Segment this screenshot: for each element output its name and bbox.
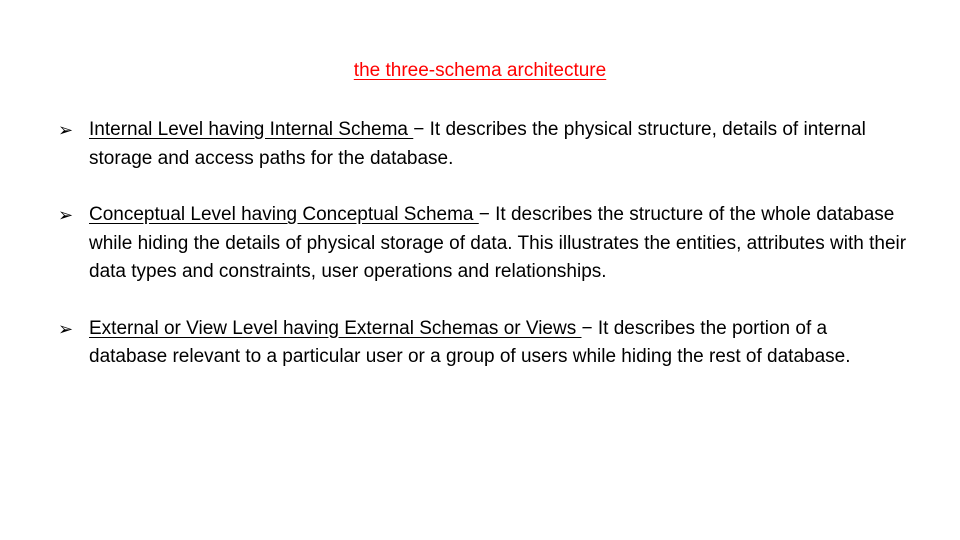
arrow-bullet-icon: ➢	[58, 205, 74, 225]
bullet-item-internal-level	[58, 116, 908, 173]
bullet-item-external-level	[58, 315, 908, 372]
bullet-description: − It describes the portion of a database relevant to a particular user or a group of users while hiding the rest of database.	[89, 317, 851, 367]
arrow-bullet-icon: ➢	[58, 318, 74, 339]
bullet-item-conceptual-level	[58, 201, 908, 287]
slide-title: the three-schema architecture	[353, 60, 607, 81]
bullet-term: External or View Level having External Schemas or Views	[89, 317, 582, 339]
bullet-description: − It describes the physical structure, details of internal storage and access paths for the database.	[89, 119, 866, 169]
bullet-list	[58, 116, 908, 400]
bullet-term: Internal Level having Internal Schema	[89, 119, 414, 140]
bullet-term: Conceptual Level having Conceptual Schema	[89, 204, 479, 225]
bullet-description: − It describes the structure of the whole database while hiding the details of physical storage of data. This illustrates the entities, attributes with their data types and constraints, user operations and relationships.	[89, 204, 907, 282]
arrow-bullet-icon: ➢	[58, 120, 74, 140]
